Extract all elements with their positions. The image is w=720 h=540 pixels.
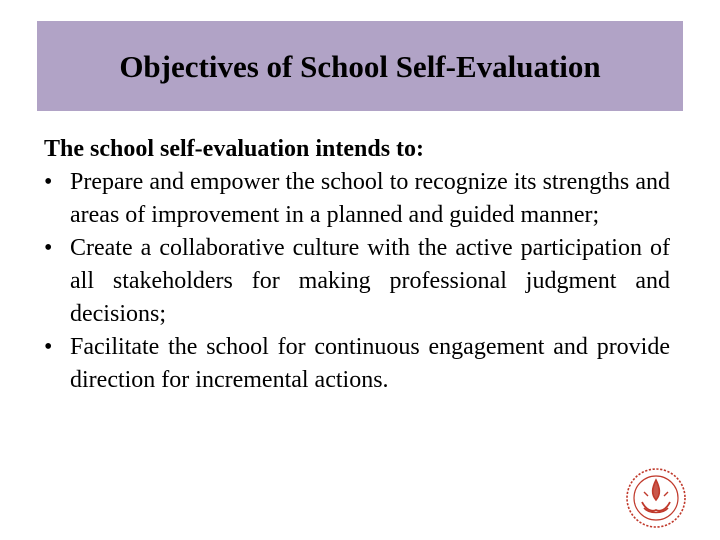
bullet-icon: •: [44, 334, 53, 360]
emblem-logo-icon: [624, 466, 688, 530]
list-item: [44, 166, 670, 232]
slide-title: Objectives of School Self-Evaluation: [119, 48, 601, 84]
list-item: [44, 331, 670, 397]
title-banner: [37, 21, 683, 111]
slide-content: [44, 133, 670, 397]
objectives-list: [44, 166, 670, 397]
bullet-icon: •: [44, 169, 53, 195]
bullet-icon: •: [44, 235, 53, 261]
bullet-text: Prepare and empower the school to recognize its strengths and areas of improvement in a planned and guided manner;: [70, 169, 670, 228]
intro-text: The school self-evaluation intends to:: [44, 136, 425, 162]
list-item: [44, 232, 670, 331]
bullet-text: Facilitate the school for continuous engagement and provide direction for incremental actions.: [70, 334, 670, 393]
bullet-text: Create a collaborative culture with the active participation of all stakeholders for making professional judgment and decisions;: [70, 235, 670, 327]
